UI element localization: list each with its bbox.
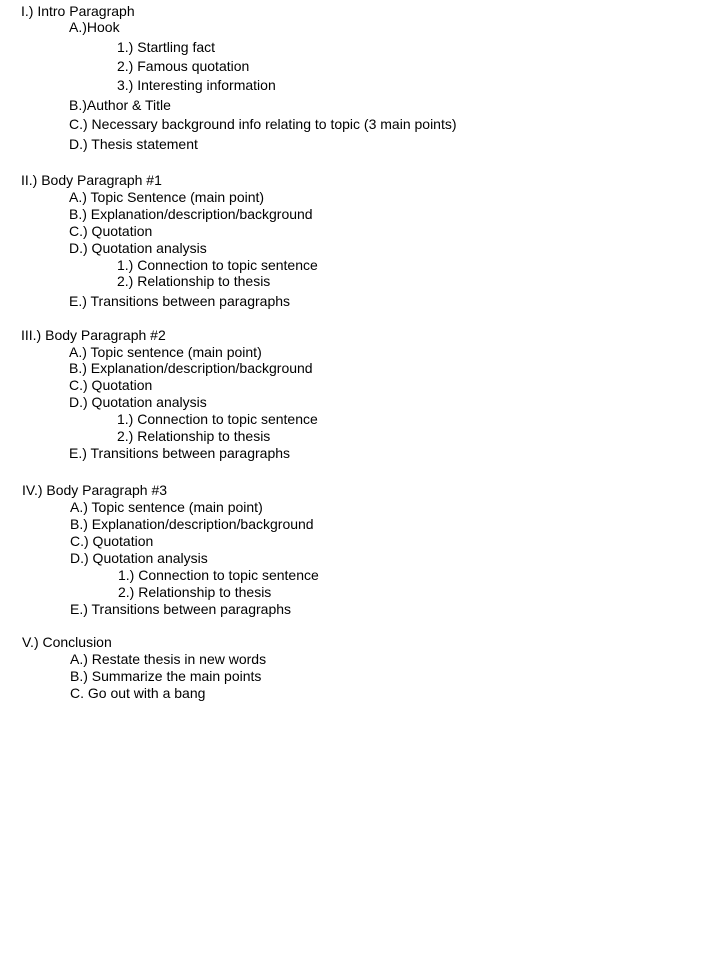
- body3-analysis: D.) Quotation analysis: [70, 550, 208, 566]
- body3-transitions: E.) Transitions between paragraphs: [70, 601, 292, 617]
- intro-background: C.) Necessary background info relating to topic (3 main points): [69, 116, 457, 132]
- body3-topic: A.) Topic sentence (main point): [70, 499, 263, 515]
- body1-heading: II.) Body Paragraph #1: [21, 172, 162, 188]
- intro-hook: A.)Hook: [69, 19, 120, 35]
- body1-quotation: C.) Quotation: [69, 223, 153, 239]
- body1-topic: A.) Topic Sentence (main point): [69, 189, 265, 205]
- body1-explanation: B.) Explanation/description/background: [69, 206, 313, 222]
- body3-analysis-item: 1.) Connection to topic sentence: [118, 567, 319, 583]
- intro-hook-item: 2.) Famous quotation: [117, 58, 250, 74]
- conclusion-item: A.) Restate thesis in new words: [70, 651, 267, 667]
- body2-heading: III.) Body Paragraph #2: [21, 327, 166, 343]
- body3-quotation: C.) Quotation: [70, 533, 154, 549]
- body2-transitions: E.) Transitions between paragraphs: [69, 445, 291, 461]
- body3-heading: IV.) Body Paragraph #3: [22, 482, 168, 498]
- body1-analysis-item: 2.) Relationship to thesis: [117, 273, 271, 289]
- body2-explanation: B.) Explanation/description/background: [69, 360, 313, 376]
- body3-analysis-item: 2.) Relationship to thesis: [118, 584, 272, 600]
- intro-hook-item: 1.) Startling fact: [117, 39, 216, 55]
- body2-analysis-item: 1.) Connection to topic sentence: [117, 411, 318, 427]
- intro-author-title: B.)Author & Title: [69, 97, 171, 113]
- body1-analysis: D.) Quotation analysis: [69, 240, 207, 256]
- intro-thesis: D.) Thesis statement: [69, 136, 198, 152]
- body2-analysis: D.) Quotation analysis: [69, 394, 207, 410]
- intro-hook-item: 3.) Interesting information: [117, 77, 276, 93]
- body3-explanation: B.) Explanation/description/background: [70, 516, 314, 532]
- conclusion-item: B.) Summarize the main points: [70, 668, 262, 684]
- body2-quotation: C.) Quotation: [69, 377, 153, 393]
- conclusion-item: C. Go out with a bang: [70, 685, 206, 701]
- conclusion-heading: V.) Conclusion: [22, 634, 112, 650]
- intro-heading: I.) Intro Paragraph: [21, 3, 135, 19]
- body1-transitions: E.) Transitions between paragraphs: [69, 293, 291, 309]
- body2-topic: A.) Topic sentence (main point): [69, 344, 262, 360]
- body2-analysis-item: 2.) Relationship to thesis: [117, 428, 271, 444]
- body1-analysis-item: 1.) Connection to topic sentence: [117, 257, 318, 273]
